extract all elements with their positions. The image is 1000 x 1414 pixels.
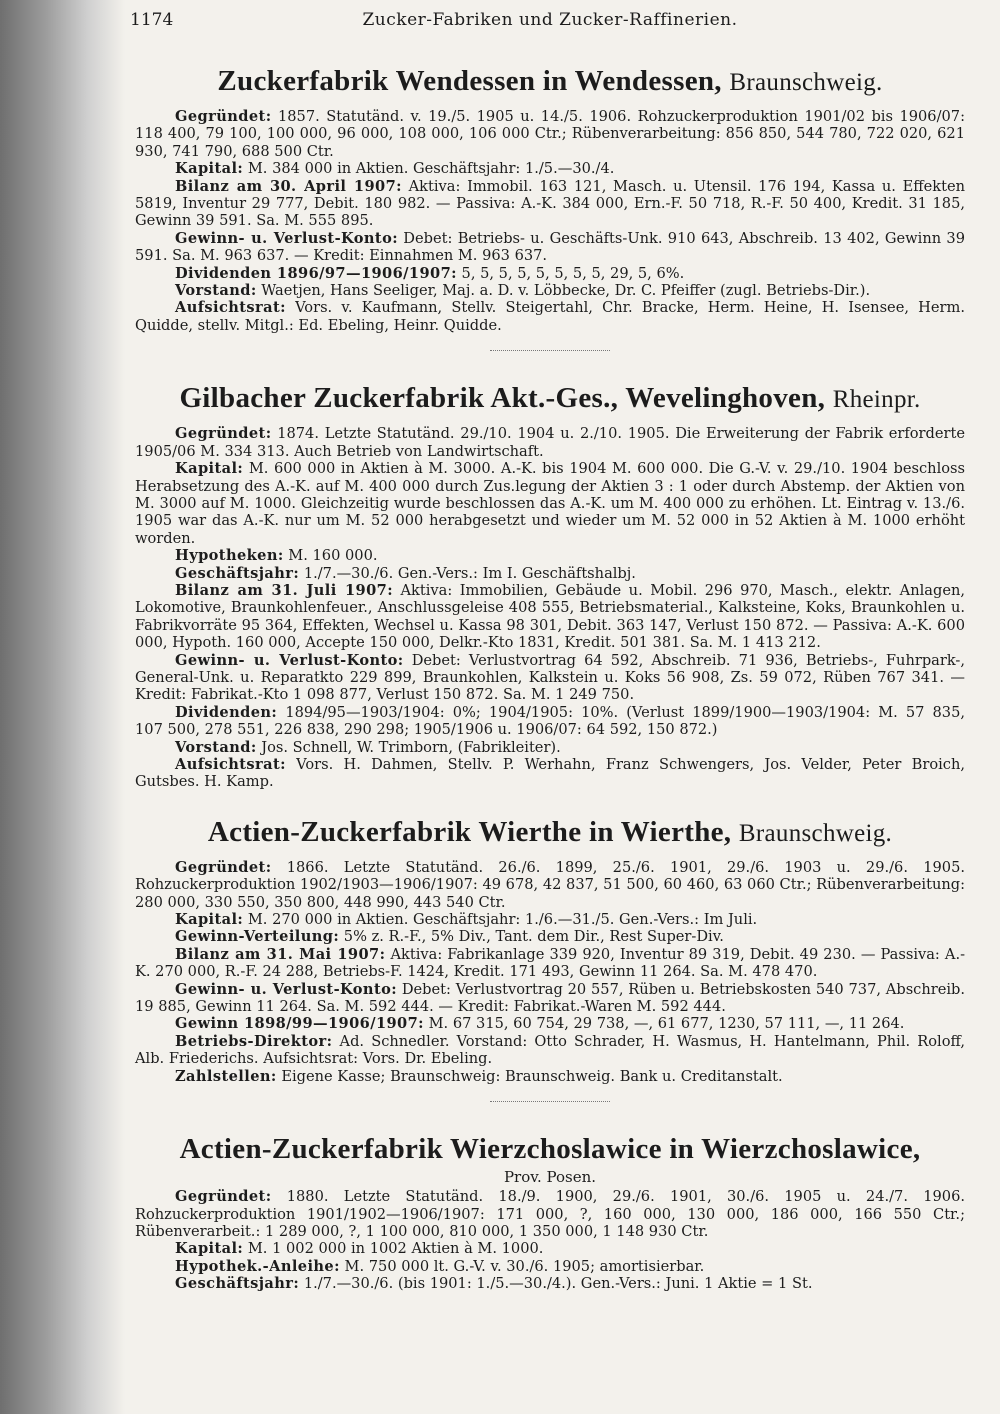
- book-binding-shadow: [0, 0, 125, 1414]
- field-label: Gewinn- u. Verlust-Konto:: [175, 651, 404, 669]
- field-text: 5, 5, 5, 5, 5, 5, 5, 5, 29, 5, 6%.: [461, 264, 685, 282]
- company-title: [135, 381, 965, 417]
- company-title: [135, 1132, 965, 1166]
- company-name: Actien-Zuckerfabrik Wierzchoslawice in Wierzchoslawice,: [179, 1133, 921, 1166]
- entry-paragraph: [135, 460, 965, 547]
- field-text: 1866. Letzte Statutänd. 26./6. 1899, 25./6. 1901, 29./6. 1903 u. 29./6. 1905. Rohzuckerproduktion 1902/1903—1906/1907: 49 678, 42 837, 51 500, 60 460, 63 060 Ctr.; Rübenverarbeitung: 280 000, 330 550, 350 800, 448 990, 443 540 Ctr.: [135, 858, 966, 911]
- field-label: Geschäftsjahr:: [175, 1275, 300, 1293]
- field-text: Debet: Verlustvortrag 20 557, Rüben u. Betriebskosten 540 737, Abschreib. 19 885, Gewinn 11 264. Sa. M. 592 444. — Kredit: Fabrikat.-Waren M. 592 444.: [135, 980, 966, 1016]
- company-name: Zuckerfabrik Wendessen in Wendessen,: [217, 65, 722, 97]
- field-text: Debet: Betriebs- u. Geschäfts-Unk. 910 643, Abschreib. 13 402, Gewinn 39 591. Sa. M. 963 637. — Kredit: Einnahmen M. 963 637.: [135, 229, 966, 265]
- field-text: Aktiva: Immobil. 163 121, Masch. u. Utensil. 176 194, Kassa u. Effekten 5819, Inventur 29 777, Debit. 180 982. — Passiva: A.-K. 384 000, Ern.-F. 50 718, R.-F. 50 400, Kredit. 31 185, Gewinn 39 591. Sa. M. 555 895.: [135, 177, 966, 230]
- field-label: Kapital:: [175, 460, 244, 478]
- field-text: 5% z. R.-F., 5% Div., Tant. dem Dir., Rest Super-Div.: [343, 928, 724, 946]
- company-entry: [135, 381, 965, 791]
- entry-paragraph: [135, 547, 965, 564]
- entry-paragraph: [135, 911, 965, 928]
- company-name: Actien-Zuckerfabrik Wierthe in Wierthe,: [207, 815, 732, 848]
- entry-paragraph: [135, 928, 965, 945]
- field-label: Zahlstellen:: [175, 1067, 277, 1085]
- field-label: Gegründet:: [175, 425, 272, 443]
- entry-paragraph: [135, 859, 965, 911]
- company-place: Braunschweig.: [729, 69, 883, 96]
- field-text: Aktiva: Immobilien, Gebäude u. Mobil. 296 970, Masch., elektr. Anlagen, Lokomotive, Braunkohlenfeuer., Anschlussgeleise 408 555, Betriebsmaterial., Kalksteine, Koks, Braunkohlen u. Fabrikvorräte 95 364, Effekten, Wechsel u. Kassa 98 301, Debit. 363 147, Verlust 150 872. — Passiva: A.-K. 600 000, Hypoth. 160 000, Accepte 150 000, Delkr.-Kto 1831, Kredit. 501 381. Sa. M. 1 413 212.: [135, 581, 965, 652]
- field-label: Gewinn- u. Verlust-Konto:: [175, 980, 398, 998]
- company-title: [135, 815, 965, 851]
- field-text: Debet: Verlustvortrag 64 592, Abschreib. 71 936, Betriebs-, Fuhrpark-, General-Unk. u. Reparatkto 229 899, Braunkohlen, Kalkstein u. Koks 56 908, Zs. 59 072, Rüben 767 341. — Kredit: Fabrikat.-Kto 1 098 877, Verlust 150 872. Sa. M. 1 249 750.: [135, 651, 965, 704]
- entry-paragraph: [135, 1068, 965, 1085]
- field-text: 1874. Letzte Statutänd. 29./10. 1904 u. 2./10. 1905. Die Erweiterung der Fabrik erforderte 1905/06 M. 334 313. Auch Betrieb von Landwirtschaft.: [135, 425, 965, 460]
- entry-paragraph: [135, 1188, 965, 1240]
- company-title: [135, 64, 965, 100]
- field-label: Hypothek.-Anleihe:: [175, 1257, 340, 1275]
- company-place: Braunschweig.: [738, 819, 893, 847]
- page: [130, 6, 966, 1293]
- field-label: Gewinn-Verteilung:: [175, 928, 340, 946]
- running-title: Zucker-Fabriken und Zucker-Raffinerien.: [362, 10, 738, 30]
- entry-paragraph: [135, 282, 965, 299]
- entry-paragraph: [135, 1240, 965, 1257]
- field-label: Dividenden:: [175, 703, 278, 721]
- page-number: 1174: [130, 10, 174, 30]
- company-subtitle: Prov. Posen.: [503, 1168, 597, 1187]
- company-entry: [135, 64, 965, 351]
- field-text: M. 600 000 in Aktien à M. 3000. A.-K. bis 1904 M. 600 000. Die G.-V. v. 29./10. 1904 beschloss Herabsetzung des A.-K. auf M. 400 000 durch Zus.legung der Aktien 3 : 1 oder durch Abstemp. der Aktien von M. 3000 auf M. 1000. Gleichzeitig wurde beschlossen das A.-K. um M. 400 000 zu erhöhen. Lt. Eintrag v. 13./6. 1905 war das A.-K. nur um M. 52 000 herabgesetzt und wieder um M. 52 000 in 52 Aktien à M. 1000 erhöht worden.: [135, 460, 965, 547]
- company-name: Gilbacher Zuckerfabrik Akt.-Ges., Wevelinghoven,: [179, 382, 826, 415]
- field-text: M. 67 315, 60 754, 29 738, —, 61 677, 1230, 57 111, —, 11 264.: [428, 1015, 905, 1033]
- field-label: Geschäftsjahr:: [175, 564, 300, 582]
- field-label: Betriebs-Direktor:: [175, 1032, 333, 1050]
- field-text: 1894/95—1903/1904: 0%; 1904/1905: 10%. (Verlust 1899/1900—1903/1904: M. 57 835, 107 500, 278 551, 226 838, 290 298; 1905/1906 u. 1906/07: 64 592, 150 872.): [135, 703, 966, 739]
- entry-paragraph: [135, 160, 965, 177]
- field-text: Jos. Schnell, W. Trimborn, (Fabrikleiter).: [261, 738, 561, 756]
- field-text: Vors. H. Dahmen, Stellv. P. Werhahn, Franz Schwengers, Jos. Velder, Peter Broich, Gutsbes. H. Kamp.: [135, 756, 965, 791]
- entry-paragraph: [135, 756, 965, 791]
- entry-paragraph: [135, 265, 965, 282]
- field-text: 1880. Letzte Statutänd. 18./9. 1900, 29./6. 1901, 30./6. 1905 u. 24./7. 1906. Rohzuckerproduktion 1901/1902—1906/1907: 171 000, ?, 160 000, 130 000, 186 000, 166 550 Ctr.; Rübenverarbeit.: 1 289 000, ?, 1 100 000, 810 000, 1 350 000, 1 148 930 Ctr.: [135, 1188, 965, 1240]
- field-text: Ad. Schnedler. Vorstand: Otto Schrader, H. Wasmus, H. Hantelmann, Phil. Roloff, Alb. Friederichs. Aufsichtsrat: Vors. Dr. Ebeling.: [135, 1032, 965, 1068]
- entry-paragraph: [135, 1015, 965, 1032]
- entry-paragraph: [135, 299, 965, 334]
- entry-paragraph: [135, 230, 965, 265]
- entry-paragraph: [135, 108, 965, 160]
- field-text: M. 750 000 lt. G.-V. v. 30./6. 1905; amortisierbar.: [344, 1257, 705, 1275]
- entry-paragraph: [135, 425, 965, 460]
- section-divider: [490, 1101, 610, 1102]
- field-label: Bilanz am 31. Mai 1907:: [175, 945, 386, 963]
- entry-paragraph: [135, 1258, 965, 1275]
- entry-paragraph: [135, 946, 965, 981]
- entry-paragraph: [135, 652, 965, 704]
- field-label: Bilanz am 30. April 1907:: [175, 177, 402, 195]
- field-text: Vors. v. Kaufmann, Stellv. Steigertahl, Chr. Bracke, Herm. Heine, H. Isensee, Herm. Quidde, stellv. Mitgl.: Ed. Ebeling, Heinr. Quidde.: [135, 299, 965, 334]
- field-text: M. 270 000 in Aktien. Geschäftsjahr: 1./6.—31./5. Gen.-Vers.: Im Juli.: [247, 911, 758, 929]
- section-divider: [490, 350, 610, 351]
- entry-paragraph: [135, 582, 965, 652]
- entry-paragraph: [135, 1275, 965, 1292]
- entry-paragraph: [135, 178, 965, 230]
- field-text: Eigene Kasse; Braunschweig: Braunschweig. Bank u. Creditanstalt.: [281, 1067, 783, 1085]
- entry-paragraph: [135, 704, 965, 739]
- field-label: Vorstand:: [175, 282, 257, 300]
- field-label: Kapital:: [175, 911, 244, 929]
- field-text: Aktiva: Fabrikanlage 339 920, Inventur 89 319, Debit. 49 230. — Passiva: A.-K. 270 000, R.-F. 24 288, Betriebs-F. 1424, Kredit. 171 493, Gewinn 11 264. Sa. M. 478 470.: [135, 945, 966, 981]
- field-text: 1857. Statutänd. v. 19./5. 1905 u. 14./5. 1906. Rohzuckerproduktion 1901/02 bis 1906/07: 118 400, 79 100, 100 000, 96 000, 108 000, 106 000 Ctr.; Rübenverarbeitung: 856 850, 544 780, 722 020, 621 930, 741 790, 688 500 Ctr.: [135, 108, 965, 160]
- entry-paragraph: [135, 565, 965, 582]
- entry-paragraph: [135, 1033, 965, 1068]
- company-entry: [135, 815, 965, 1102]
- field-label: Vorstand:: [175, 738, 257, 756]
- company-entry: [135, 1132, 965, 1292]
- field-text: 1./7.—30./6. Gen.-Vers.: Im I. Geschäftshalbj.: [303, 564, 636, 582]
- entry-paragraph: [135, 981, 965, 1016]
- running-header: [130, 6, 965, 34]
- field-label: Gewinn 1898/99—1906/1907:: [175, 1015, 424, 1033]
- field-text: M. 160 000.: [288, 547, 378, 565]
- field-label: Gegründet:: [175, 858, 272, 876]
- field-label: Dividenden 1896/97—1906/1907:: [175, 264, 457, 282]
- field-label: Hypotheken:: [175, 547, 284, 565]
- field-label: Aufsichtsrat:: [175, 756, 286, 773]
- field-text: M. 1 002 000 in 1002 Aktien à M. 1000.: [247, 1240, 544, 1258]
- field-label: Gewinn- u. Verlust-Konto:: [175, 229, 398, 247]
- field-label: Gegründet:: [175, 108, 272, 125]
- company-place: Rheinpr.: [832, 386, 921, 414]
- field-text: Waetjen, Hans Seeliger, Maj. a. D. v. Löbbecke, Dr. C. Pfeiffer (zugl. Betriebs-Dir.).: [261, 282, 871, 300]
- field-label: Aufsichtsrat:: [175, 299, 286, 317]
- field-text: M. 384 000 in Aktien. Geschäftsjahr: 1./5.—30./4.: [247, 160, 615, 178]
- field-label: Bilanz am 31. Juli 1907:: [175, 581, 393, 599]
- field-label: Kapital:: [175, 1240, 244, 1258]
- field-label: Gegründet:: [175, 1188, 272, 1206]
- entry-paragraph: [135, 739, 965, 756]
- field-text: 1./7.—30./6. (bis 1901: 1./5.—30./4.). Gen.-Vers.: Juni. 1 Aktie = 1 St.: [303, 1275, 813, 1293]
- field-label: Kapital:: [175, 160, 244, 178]
